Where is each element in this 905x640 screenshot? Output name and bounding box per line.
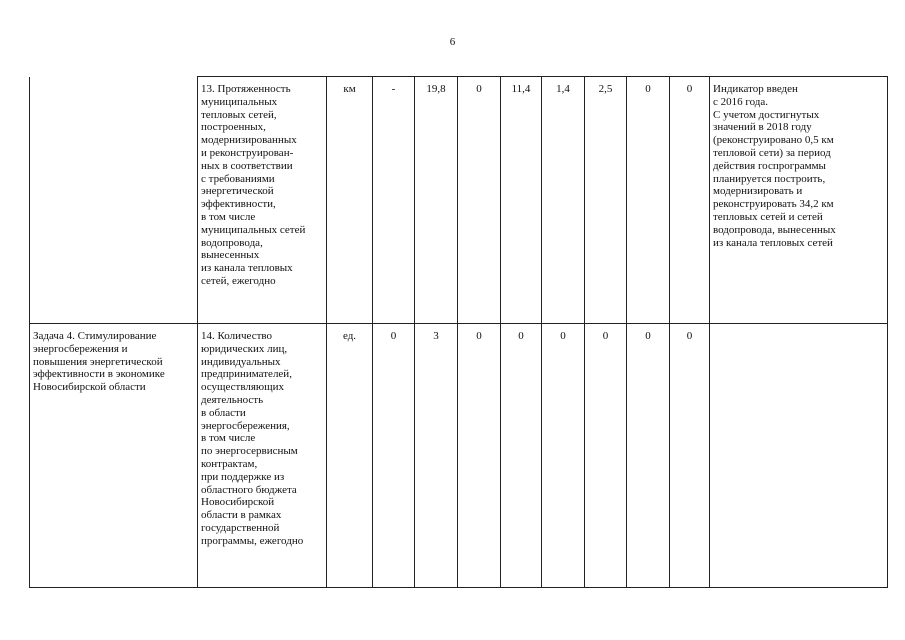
value-cell: 0 xyxy=(670,77,710,324)
value-cell: 0 xyxy=(627,77,670,324)
value-cell: 1,4 xyxy=(542,77,585,324)
indicators-table xyxy=(29,76,888,588)
unit-cell: ед. xyxy=(327,324,373,588)
value-cell: 0 xyxy=(670,324,710,588)
value-cell: - xyxy=(373,77,415,324)
note-cell: Индикатор введен с 2016 года. С учетом достигнутых значений в 2018 году (реконструировано 0,5 км тепловой сети) за период действия госпрограммы планируется построить, модернизировать и реконструировать 34,2 км тепловых сетей и сетей водопровода, вынесенных из канала тепловых сетей xyxy=(710,77,888,324)
value-cell: 2,5 xyxy=(585,77,627,324)
value-cell: 0 xyxy=(585,324,627,588)
indicator-cell: 13. Протяженность муниципальных тепловых сетей, построенных, модернизированных и реконструирован- ных в соответствии с требованиями энергетической эффективности, в том числе муниципальных сетей водопровода, вынесенных из канала тепловых сетей, ежегодно xyxy=(198,77,327,324)
value-cell: 0 xyxy=(458,324,501,588)
page-number: 6 xyxy=(449,36,456,48)
indicator-cell: 14. Количество юридических лиц, индивидуальных предпринимателей, осуществляющих деятельность в области энергосбережения, в том числе по энергосервисным контрактам, при поддержке из областного бюджета Новосибирской области в рамках государственной программы, ежегодно xyxy=(198,324,327,588)
value-cell: 3 xyxy=(415,324,458,588)
value-cell: 0 xyxy=(373,324,415,588)
value-cell: 0 xyxy=(627,324,670,588)
value-cell: 11,4 xyxy=(501,77,542,324)
value-cell: 0 xyxy=(501,324,542,588)
unit-cell: км xyxy=(327,77,373,324)
table-row xyxy=(30,324,888,588)
task-cell: Задача 4. Стимулирование энергосбережения и повышения энергетической эффективности в экономике Новосибирской области xyxy=(30,324,198,588)
task-cell xyxy=(30,77,198,324)
note-cell xyxy=(710,324,888,588)
value-cell: 19,8 xyxy=(415,77,458,324)
value-cell: 0 xyxy=(542,324,585,588)
table-row xyxy=(30,77,888,324)
value-cell: 0 xyxy=(458,77,501,324)
